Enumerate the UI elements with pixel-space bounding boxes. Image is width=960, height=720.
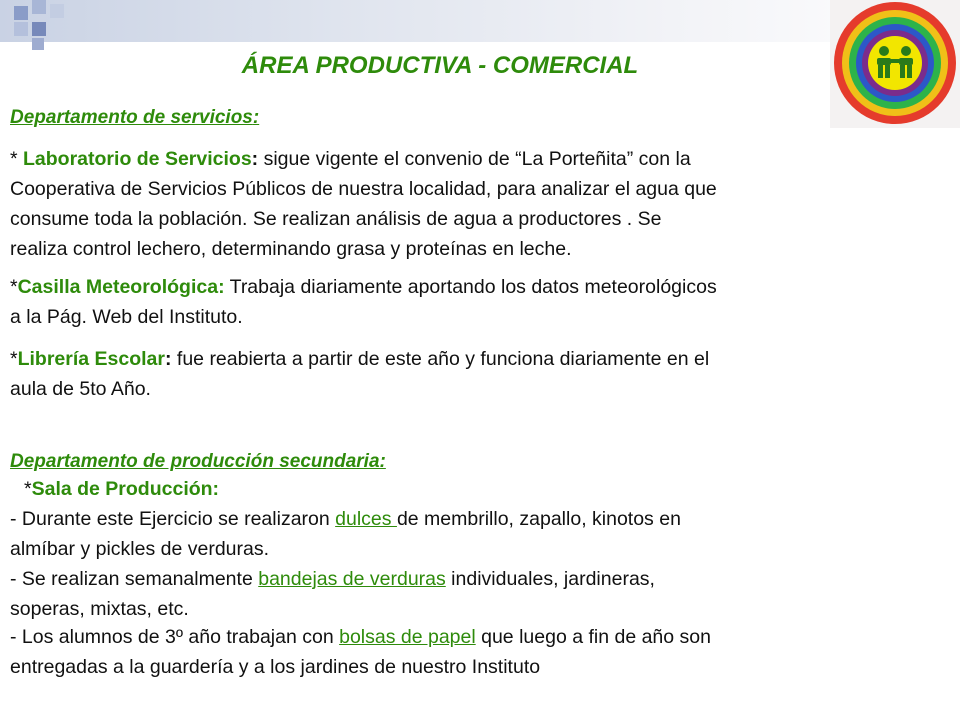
bookstore-label: Librería Escolar: [17, 348, 165, 370]
paragraph-text: fue reabierta a partir de este año y funciona diariamente en el: [171, 348, 710, 370]
paragraph-line: entregadas a la guardería y a los jardines de nuestro Instituto: [10, 656, 541, 678]
bullet-marker: *: [10, 276, 18, 298]
paragraph-line: Cooperativa de Servicios Públicos de nuestra localidad, para analizar el agua que: [10, 178, 717, 200]
production-room-label: Sala de Producción:: [31, 478, 220, 500]
services-department-heading: [10, 102, 890, 133]
bullet-marker: *: [10, 148, 24, 170]
item-text: de membrillo, zapallo, kinotos en: [396, 508, 681, 530]
paragraph-line: [10, 564, 890, 594]
label-colon: :: [251, 148, 259, 170]
bullet-marker: *: [24, 478, 32, 500]
decorative-square: [14, 22, 28, 36]
decorative-square: [50, 4, 64, 18]
header-band: [0, 0, 960, 42]
paragraph-line: [10, 504, 890, 534]
vegetable-trays-link[interactable]: bandejas de verduras: [258, 568, 446, 590]
production-item-bags: [10, 622, 890, 682]
item-text: - Se realizan semanalmente: [10, 568, 259, 590]
item-text: - Durante este Ejercicio se realizaron: [10, 508, 336, 530]
item-text: - Los alumnos de 3º año trabajan con: [10, 626, 340, 648]
paragraph-line: aula de 5to Año.: [10, 378, 151, 400]
item-text: individuales, jardineras,: [445, 568, 655, 590]
section-heading: Departamento de producción secundaria:: [10, 451, 386, 472]
production-room-subheading: [24, 474, 904, 504]
paragraph-line: [10, 272, 890, 302]
paragraph-line: [10, 622, 890, 652]
paragraph-line: realiza control lechero, determinando grasa y proteínas en leche.: [10, 238, 572, 260]
paragraph-line: [10, 144, 890, 174]
paper-bags-link[interactable]: bolsas de papel: [339, 626, 476, 648]
decorative-square: [32, 38, 44, 50]
laboratory-label: Laboratorio de Servicios: [23, 148, 252, 170]
page-title: ÁREA PRODUCTIVA - COMERCIAL: [241, 52, 639, 79]
weather-station-paragraph: [10, 272, 890, 332]
paragraph-text: sigue vigente el convenio de “La Porteñita” con la: [258, 148, 691, 170]
weather-station-label: Casilla Meteorológica:: [17, 276, 225, 298]
label-colon: :: [165, 348, 172, 370]
item-text: que luego a fin de año son: [475, 626, 711, 648]
paragraph-text: Trabaja diariamente aportando los datos meteorológicos: [224, 276, 717, 298]
production-item-sweets: [10, 504, 890, 564]
laboratory-paragraph: [10, 144, 890, 264]
decorative-square: [32, 22, 46, 36]
decorative-square: [14, 6, 28, 20]
paragraph-line: a la Pág. Web del Instituto.: [10, 306, 243, 328]
paragraph-line: soperas, mixtas, etc.: [10, 598, 189, 620]
school-bookstore-paragraph: [10, 344, 890, 404]
paragraph-line: almíbar y pickles de verduras.: [10, 538, 270, 560]
section-heading: Departamento de servicios: [10, 107, 253, 128]
paragraph-line: [10, 344, 890, 374]
secondary-production-heading: [10, 446, 890, 477]
production-item-trays: [10, 564, 890, 624]
sweets-link[interactable]: dulces: [335, 508, 397, 530]
paragraph-line: consume toda la población. Se realizan análisis de agua a productores . Se: [10, 208, 662, 230]
bullet-marker: *: [10, 348, 18, 370]
decorative-square: [32, 0, 46, 14]
heading-colon: :: [252, 107, 260, 128]
